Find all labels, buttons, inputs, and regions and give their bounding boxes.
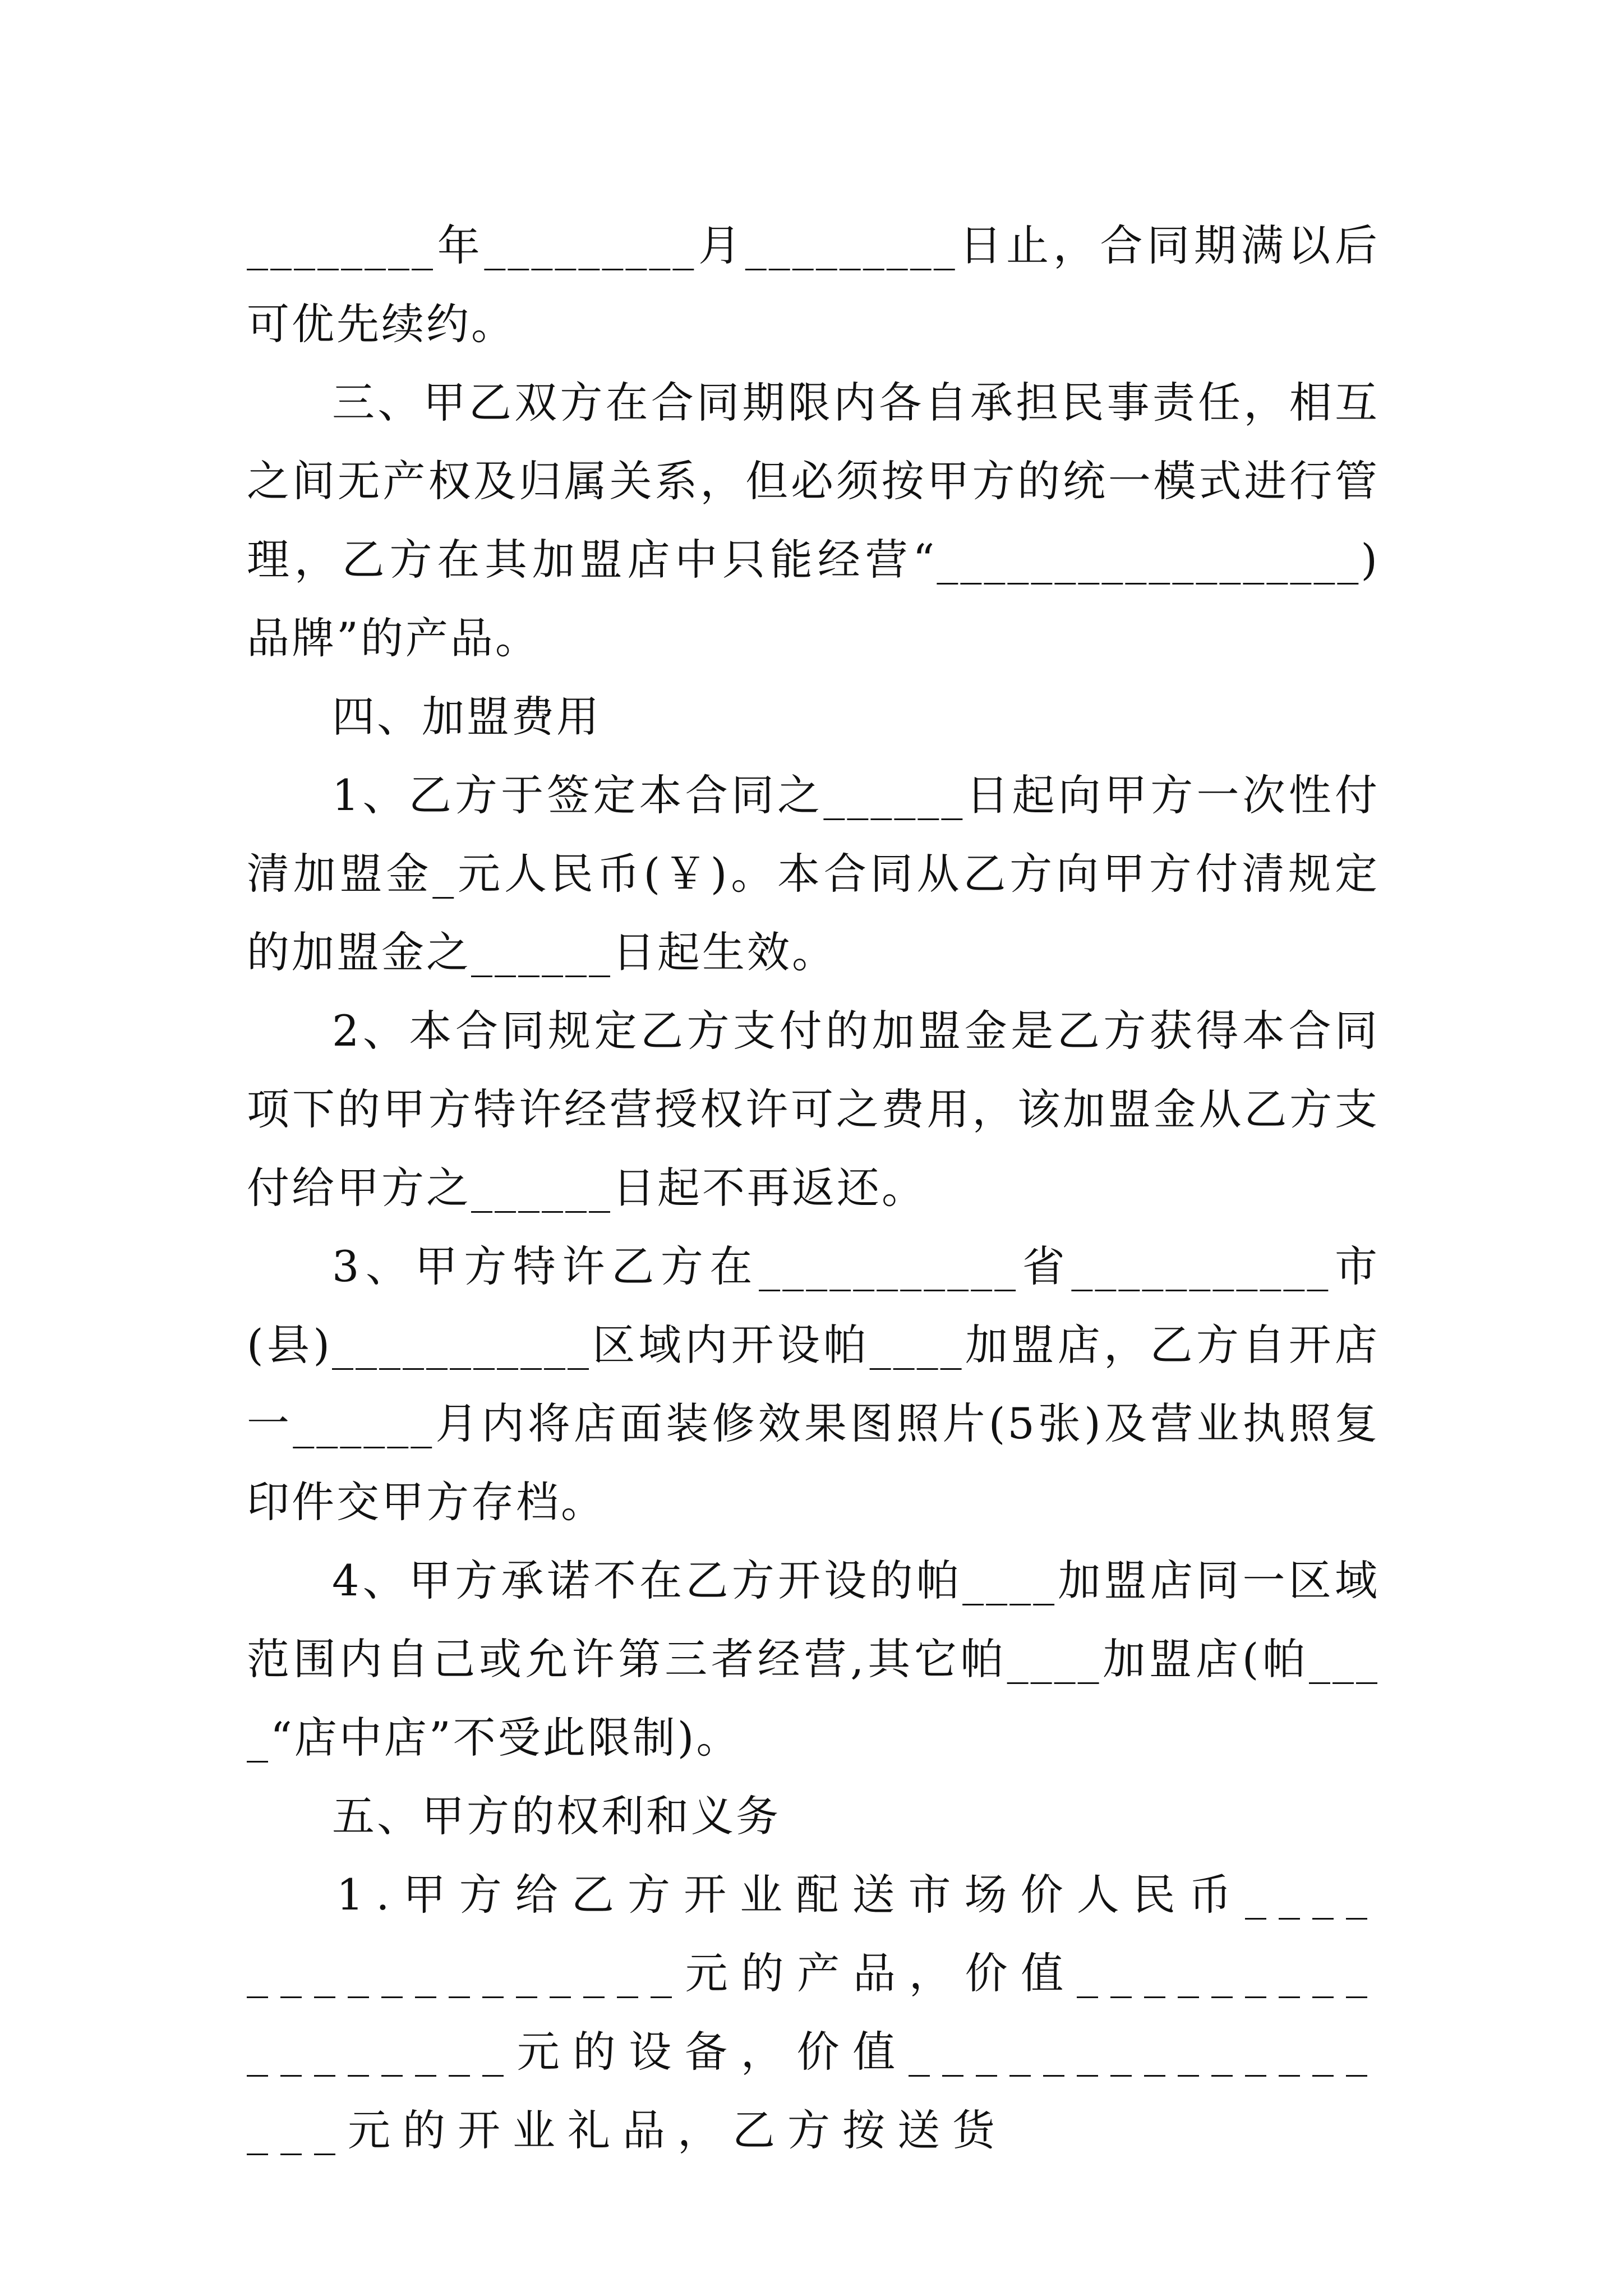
paragraph-section-three: 三、甲乙双方在合同期限内各自承担民事责任，相互之间无产权及归属关系，但必须按甲方的统一模式进行管理，乙方在其加盟店中只能经营“__________________)品牌”的产品。 [247, 378, 1380, 663]
heading-section-four: 四、加盟费用 [332, 692, 601, 742]
paragraph-contract-term-end: ________年_________月_________日止，合同期满以后可优先续约。 [247, 220, 1380, 349]
paragraph-fee-item-1: 1、乙方于签定本合同之______日起向甲方一次性付清加盟金_元人民币(￥)。本合同从乙方向甲方付清规定的加盟金之______日起生效。 [247, 770, 1380, 977]
paragraph-fee-item-3: 3、甲方特许乙方在___________省___________市(县)___________区域内开设帕____加盟店，乙方自开店一______月内将店面装修效果图照片(5张)及营业执照复印件交甲方存档。 [247, 1241, 1380, 1527]
paragraph-fee-item-2: 2、本合同规定乙方支付的加盟金是乙方获得本合同项下的甲方特许经营授权许可之费用，该加盟金从乙方支付给甲方之______日起不再返还。 [247, 1006, 1380, 1213]
paragraph-rights-item-1: 1.甲方给乙方开业配送市场价人民币_________________元的产品，价值_________________元的设备，价值_________________元的开业礼品，乙方按送货 [247, 1870, 1380, 2155]
contract-body [247, 206, 1380, 2170]
heading-section-five: 五、甲方的权利和义务 [332, 1791, 781, 1841]
paragraph-fee-item-4: 4、甲方承诺不在乙方开设的帕____加盟店同一区域范围内自己或允许第三者经营,其它帕____加盟店(帕____“店中店”不受此限制)。 [247, 1556, 1380, 1763]
